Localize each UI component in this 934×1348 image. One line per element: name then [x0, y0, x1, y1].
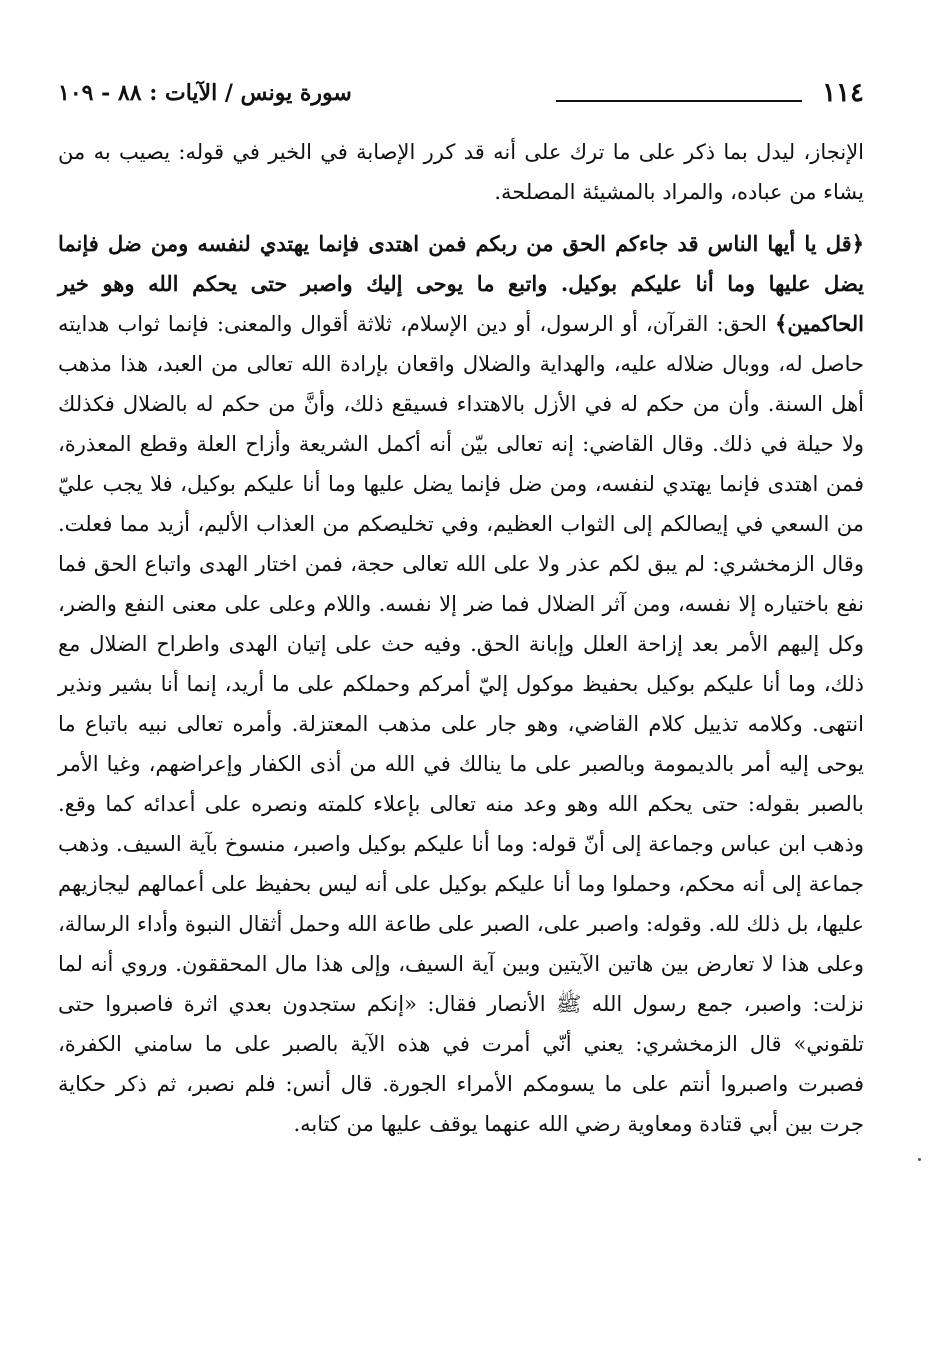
- header-rule: [556, 100, 802, 102]
- quran-verse: ﴿قل يا أيها الناس قد جاءكم الحق من ربكم فمن اهتدى فإنما يهتدي لنفسه ومن ضل فإنما يضل عليها وما أنا عليكم بوكيل. واتبع ما يوحى إليك واصبر حتى يحكم الله وهو خير الحاكمين﴾: [58, 231, 864, 336]
- running-title: سورة يونس / الآيات : ٨٨ - ١٠٩: [58, 80, 352, 106]
- paragraph-gap: [58, 212, 864, 224]
- page-header: [58, 72, 864, 112]
- page-body: [58, 132, 864, 1144]
- commentary-text: الحق: القرآن، أو الرسول، أو دين الإسلام، ثلاثة أقوال والمعنى: فإنما ثواب هدايته حاصل له، ووبال ضلاله عليه، والهداية والضلال واقعان بإرادة الله تعالى من العبد، هذا مذهب أهل السنة. وأن من حكم له في الأزل بالاهتداء فسيقع ذلك، وأنَّ من حكم له بالضلال فكذلك ولا حيلة في ذلك. وقال القاضي: إنه تعالى بيّن أنه أكمل الشريعة وأزاح العلة وقطع المعذرة، فمن اهتدى فإنما يهتدي لنفسه، ومن ضل فإنما يضل عليها وما أنا عليكم بوكيل، فلا يجب عليّ من السعي في إيصالكم إلى الثواب العظيم، وفي تخليصكم من العذاب الأليم، أزيد مما فعلت. وقال الزمخشري: لم يبق لكم عذر ولا على الله تعالى حجة، فمن اختار الهدى واتباع الحق فما نفع باختياره إلا نفسه، ومن آثر الضلال فما ضر إلا نفسه. واللام وعلى على معنى النفع والضر، وكل إليهم الأمر بعد إزاحة العلل وإبانة الحق. وفيه حث على إتيان الهدى واطراح الضلال مع ذلك، وما أنا عليكم بوكيل بحفيظ موكول إليّ أمركم وحملكم على ما أريد، إنما أنا بشير ونذير انتهى. وكلامه تذييل كلام القاضي، وهو جار على مذهب المعتزلة. وأمره تعالى نبيه باتباع ما يوحى إليه أمر بالديمومة وبالصبر على ما ينالك في الله من أذى الكفار وإعراضهم، وغيا الأمر بالصبر بقوله: حتى يحكم الله وهو وعد منه تعالى بإعلاء كلمته ونصره على أعدائه كما وقع. وذهب ابن عباس وجماعة إلى أنّ قوله: وما أنا عليكم بوكيل واصبر، منسوخ بآية السيف. وذهب جماعة إلى أنه محكم، وحملوا وما أنا عليكم بوكيل على أنه ليس بحفيظ على أعمالهم ليجازيهم عليها، بل ذلك لله. وقوله: واصبر على، الصبر على طاعة الله وحمل أثقال النبوة وأداء الرسالة، وعلى هذا لا تعارض بين هاتين الآيتين وبين آية السيف، وإلى هذا مال المحققون. وروي أنه لما نزلت: واصبر، جمع رسول الله ﷺ الأنصار فقال: «إنكم ستجدون بعدي اثرة فاصبروا حتى تلقوني» قال الزمخشري: يعني أنّي أمرت في هذه الآية بالصبر على ما سامني الكفرة، فصبرت واصبروا أنتم على ما يسومكم الأمراء الجورة. قال أنس: فلم نصبر، ثم ذكر حكاية جرت بين أبي قتادة ومعاوية رضي الله عنهما يوقف عليها من كتابه.: [58, 312, 864, 1136]
- paragraph: الإنجاز، ليدل بما ذكر على ما ترك على أنه قد كرر الإصابة في الخير في قوله: يصيب به من يشاء من عباده، والمراد بالمشيئة المصلحة.: [58, 140, 864, 204]
- verse-paragraph: [58, 224, 864, 1144]
- page-number: ١١٤: [822, 78, 864, 108]
- scan-speck: [918, 1158, 921, 1161]
